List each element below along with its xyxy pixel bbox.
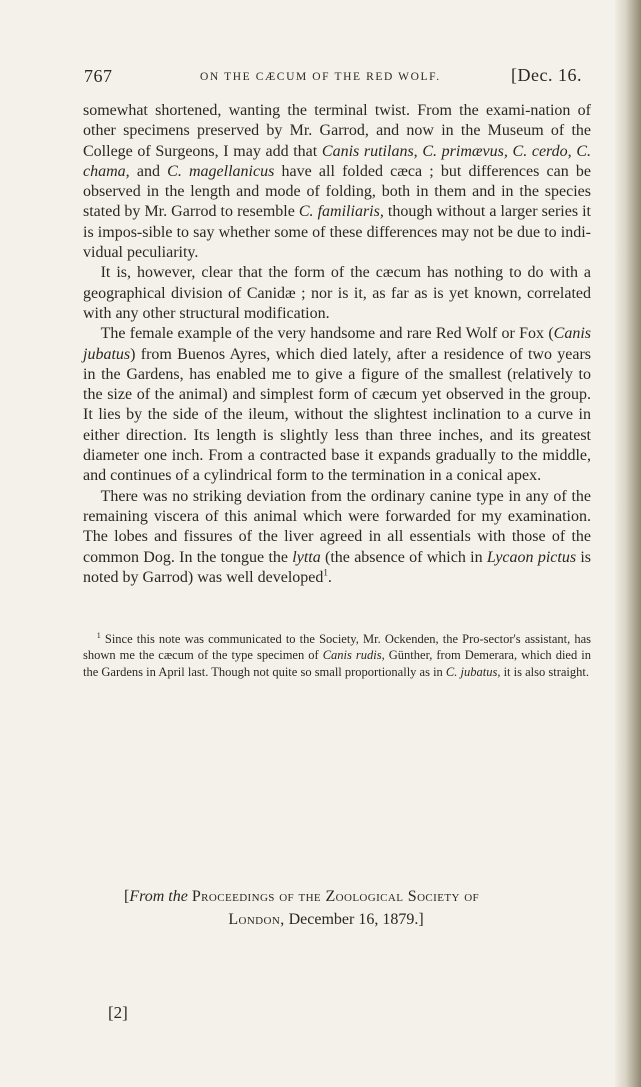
- footnote-marker: 1: [96, 630, 101, 640]
- page-number: 767: [84, 66, 113, 86]
- plate-number: [2]: [108, 1003, 128, 1022]
- paragraph-3: The female example of the very handsome and rare Red Wolf or Fox (Canis jubatus) from Buenos Ayres, which died lately, after a residence of two years in the Gardens, has enabled me to give a figure of the smallest (relatively to the size of the animal) and simplest form of cæcum yet observed in the group. It lies by the side of the ileum, without the slightest inclination to a curve in either direction. Its length is slightly less than three inches, and its greatest diameter one inch. From a contracted base it expands gradually to the middle, and continues of a cylindrical form to the termination in a conical apex.: [83, 325, 591, 485]
- paragraph-4: There was no striking deviation from the ordinary canine type in any of the remaining viscera of this animal which were forwarded for my examination. The lobes and fissures of the liver agreed in all essentials with those of the common Dog. In the tongue the lytta (the absence of which in Lycaon pictus is noted by Garrod) was well developed$^1$.: [83, 487, 592, 586]
- footnote-ref: 1: [323, 567, 328, 578]
- page-edge-shadow: [615, 0, 641, 1087]
- source-note: [From the Proceedings of the Zoological Society of London, December 16, 1879.]: [124, 888, 480, 928]
- paragraph-2: It is, however, clear that the form of the cæcum has nothing to do with a geographical division of Canidæ ; nor is it, as far as is yet known, correlated with any other structural modification.: [83, 264, 591, 322]
- running-header: [84, 66, 584, 88]
- header-date: [Dec. 16.: [511, 65, 582, 85]
- paragraph-1: somewhat shortened, wanting the terminal twist. From the exami-nation of other specimens preserved by Mr. Garrod, and now in the Museum of the College of Surgeons, I may add that Canis rutilans, C. primævus, C. cerdo, C. chama, and C. magellanicus have all folded cæca ; but differences can be observed in the length and mode of folding, both in them and in the species stated by Mr. Garrod to resemble C. familiaris, though without a larger series it is impos-sible to say whether some of these differences may not be due to indi-vidual peculiarity.: [83, 102, 592, 262]
- running-title: ON THE CÆCUM OF THE RED WOLF.: [200, 71, 441, 83]
- footnote: $^1$ Since this note was communicated to the Society, Mr. Ockenden, the Pro-sector's assistant, has shown me the cæcum of the type specimen of Canis rudis, Günther, from Demerara, which died in the Gardens in April last. Though not quite so small proportionally as in C. jubatus, it is also straight.: [83, 630, 591, 679]
- main-text: [83, 101, 591, 588]
